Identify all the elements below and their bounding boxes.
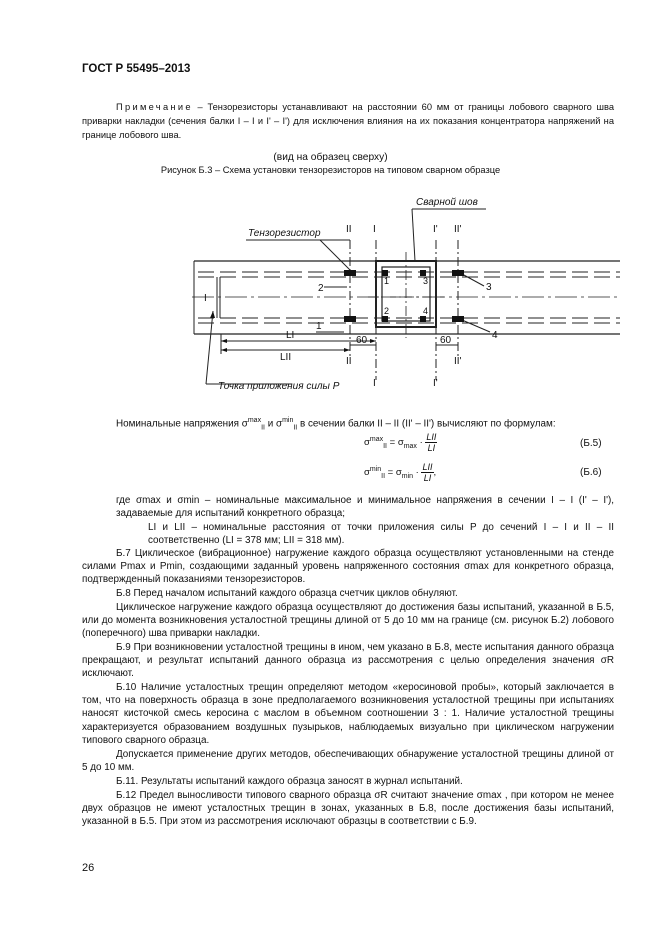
plate-gauge-4: 4 xyxy=(423,306,429,316)
dim-L-I: LI xyxy=(286,330,295,341)
page-number: 26 xyxy=(82,862,95,874)
section-II-bottom: II xyxy=(346,356,352,367)
section-IIp-bottom: II' xyxy=(454,356,462,367)
clause-b8: Б.8 Перед началом испытаний каждого образца счетчик циклов обнуляют. xyxy=(116,588,458,599)
gauge-number-3: 3 xyxy=(486,282,492,293)
dim-60-left: 60 xyxy=(356,335,368,346)
equation-b5-number: (Б.5) xyxy=(580,438,602,449)
dim-60-right: 60 xyxy=(440,335,452,346)
gauge-number-1: 1 xyxy=(316,321,322,332)
note-label: Примечание xyxy=(116,102,193,112)
force-point-label: Точка приложения силы P xyxy=(218,381,340,392)
plate-gauge-2: 2 xyxy=(384,306,390,316)
clause-b11: Б.11. Результаты испытаний каждого образца заносят в журнал испытаний. xyxy=(116,776,463,787)
clause-b8-cont: Циклическое нагружение каждого образца осуществляют до достижения базы испытаний, указанной в Б.5, или до момента возникновения усталостной трещины длиной от 5 до 10 мм на границе (см. рисунок Б.2) лобового (поперечного) шва приварки накладки. xyxy=(82,602,614,640)
clause-b10: Б.10 Наличие усталостных трещин определяют методом «керосиновой пробы», который заключается в том, что на поверхность образца в зоне предполагаемого возникновения усталостной трещины при испытаниях наносят кисточкой смесь керосина с маслом в объемном соотношении 3 : 1. Наличие усталостной трещины характеризуется образованием воздушных пузырьков, наблюдаемых визуально при циклическом нагружении типового сварного образца. xyxy=(82,682,614,746)
figure-view-caption: (вид на образец сверху) xyxy=(273,152,388,163)
gauge-number-4: 4 xyxy=(492,330,498,341)
where-clause-1: где σmax и σmin – номинальные максимальное и минимальное напряжения в сечении I – I (I' – I'), задаваемые для испытаний конкретного образца; xyxy=(116,495,614,520)
section-I-top: I xyxy=(373,224,376,235)
formula-intro: Номинальные напряжения $\sigma^{max}_{II}$ и $\sigma^{min}_{II}$ в сечении балки II – II (II' – II') вычисляют по формулам: xyxy=(116,417,556,432)
section-I-bottom: I xyxy=(373,378,376,389)
section-IIp-top: II' xyxy=(454,224,462,235)
section-Ip-bottom: I' xyxy=(433,378,438,389)
dim-L-II: LII xyxy=(280,352,292,363)
equation-b6-number: (Б.6) xyxy=(580,467,602,478)
strain-gauge-diagram xyxy=(190,188,620,400)
where-clause-2: LI и LII – номинальные расстояния от точки приложения силы P до сечений I – I и II – II соответственно (LI = 378 мм; LII = 318 мм). xyxy=(148,522,614,547)
beam-end-mark: I xyxy=(204,293,207,304)
figure-caption: Рисунок Б.3 – Схема установки тензорезисторов на типовом сварном образце xyxy=(160,165,501,175)
equation-b6: $\sigma^{min}_{II} = \sigma_{min}$ · $\frac{\text{LII}}{LI}$ , xyxy=(364,462,437,483)
clause-b10-cont: Допускается применение других методов, обеспечивающих обнаружение усталостной трещины длиной от 5 до 10 мм. xyxy=(82,749,614,774)
plate-gauge-1: 1 xyxy=(384,276,390,286)
clause-b12: Б.12 Предел выносливости типового сварного образца σR считают значение σmax , при котором не менее двух образцов не имеют усталостных трещин в зонах, указанных в Б.8, после достижения базы испытаний, указанной в Б.5. При этом из рассмотрения исключают образцы в соответствии с Б.9. xyxy=(82,790,614,828)
clause-b7: Б.7 Циклическое (вибрационное) нагружение каждого образца осуществляют установленными на стенде силами Pmax и Pmin, создающими заданный уровень напряженного состояния σmax для конкретного образца, подтвержденный показаниями тензорезисторов. xyxy=(82,548,614,586)
section-Ip-top: I' xyxy=(433,224,438,235)
clause-b9: Б.9 При возникновении усталостной трещины в ином, чем указано в Б.8, месте испытания данного образца прекращают, и результат испытаний данного образца из рассмотрения с целью определения значения σR исключают. xyxy=(82,642,614,680)
equation-b5: $\sigma^{max}_{II} = \sigma_{max}$ · $\frac{\text{LII}}{LI}$ xyxy=(364,432,437,453)
plate-gauge-3: 3 xyxy=(423,276,429,286)
figure-note xyxy=(82,100,614,142)
note-text: – Тензорезисторы устанавливают на расстоянии 60 мм от границы лобового сварного шва приварки накладки (сечения балки I – I и I' – I') для исключения влияния на их показания концентратора напряжений на границе лобового шва. xyxy=(82,102,614,140)
gauge-label: Тензорезистор xyxy=(248,228,321,239)
weld-label: Сварной шов xyxy=(416,197,478,208)
gauge-number-2: 2 xyxy=(318,283,324,294)
document-header: ГОСТ Р 55495–2013 xyxy=(82,63,191,75)
section-II-top: II xyxy=(346,224,352,235)
